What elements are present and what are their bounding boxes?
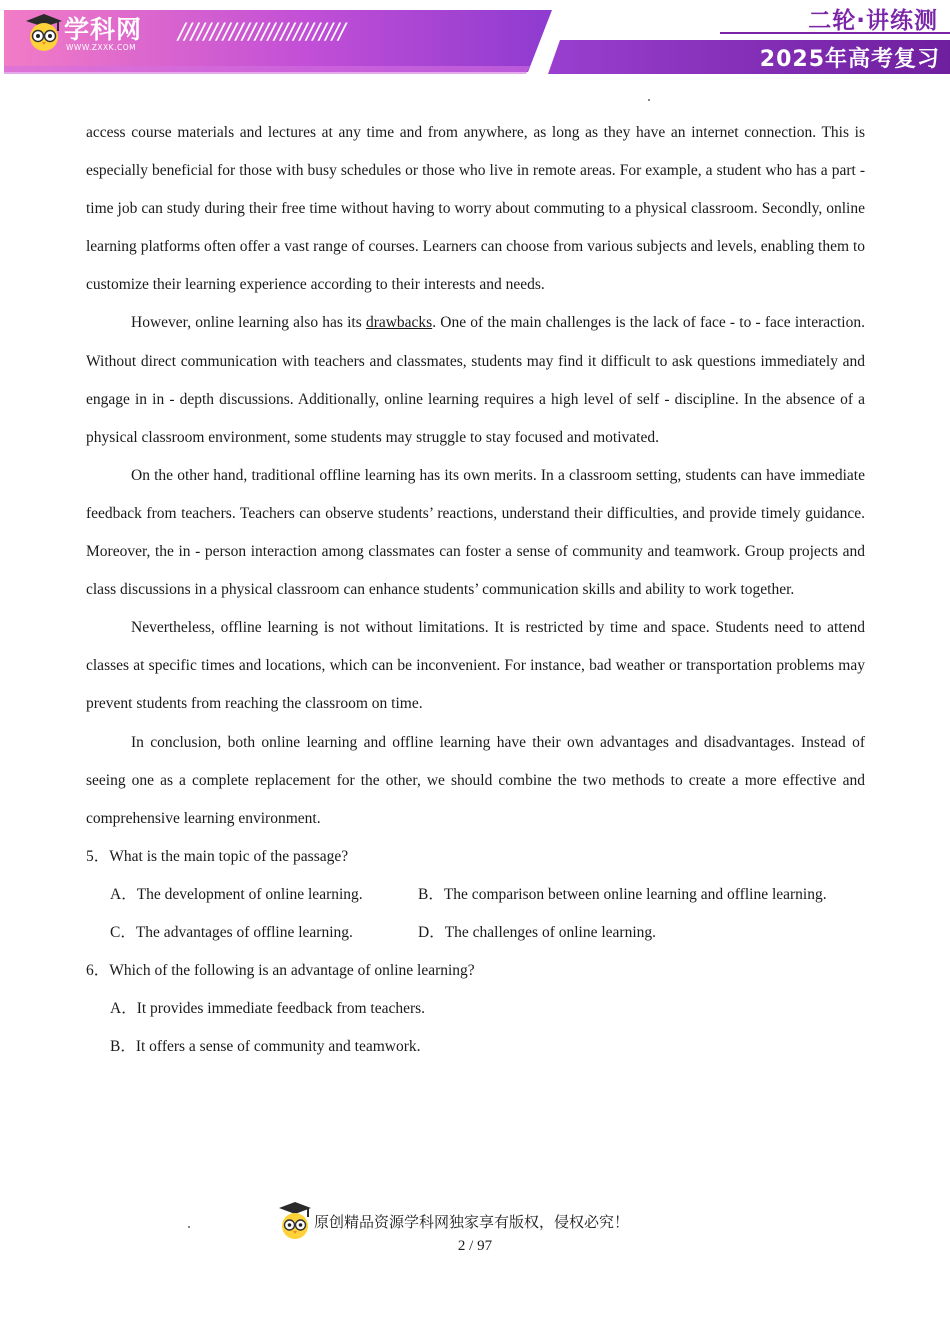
question-6-option-b: B．It offers a sense of community and teamwork. xyxy=(110,1038,421,1056)
paragraph-3: On the other hand, traditional offline learning has its own merits. In a classroom setting, students can have immediate feedback from teachers. Teachers can observe students’ reactions, understand their difficulties, and provide timely guidance. Moreover, the in - person interaction among classmates can foster a sense of community and teamwork. Group projects and class discussions in a physical classroom can enhance students’ communication skills and ability to work together. xyxy=(86,466,865,599)
passage-content xyxy=(86,114,865,1066)
exam-title: 2025年高考复习 xyxy=(759,47,940,72)
question-5-option-a: A．The development of online learning. xyxy=(110,885,363,903)
series-title: 二轮·讲练测 xyxy=(808,8,938,34)
paragraph-2-start: However, online learning also has its xyxy=(131,314,366,332)
question-5-stem: 5．What is the main topic of the passage? xyxy=(86,847,349,865)
question-5-option-b: B．The comparison between online learning and offline learning. xyxy=(418,885,827,903)
logo-url: WWW.ZXXK.COM xyxy=(66,43,137,52)
scan-dot xyxy=(648,99,650,101)
copyright-text: 原创精品资源学科网独家享有版权，侵权必究！ xyxy=(314,1212,630,1231)
page-number: 2 / 97 xyxy=(457,1238,493,1254)
scan-dot xyxy=(188,1226,190,1228)
paragraph-2 xyxy=(86,304,865,456)
underlined-word: drawbacks xyxy=(365,314,433,332)
owl-mascot-icon xyxy=(278,1201,312,1241)
owl-logo-icon xyxy=(24,12,64,52)
logo-text: 学科网 xyxy=(64,15,143,44)
question-6-option-a: A．It provides immediate feedback from teachers. xyxy=(110,1000,426,1018)
paragraph-4: Nevertheless, offline learning is not without limitations. It is restricted by time and space. Students need to attend classes at specific times and locations, which can be inconvenient. For instance, bad weather or transportation problems may prevent students from reaching the classroom on time. xyxy=(86,619,865,713)
question-6-stem: 6．Which of the following is an advantage of online learning? xyxy=(86,962,475,980)
question-5-option-c: C．The advantages of offline learning. xyxy=(110,923,353,941)
copyright-notice xyxy=(278,1201,629,1241)
question-5-options-row-2 xyxy=(86,914,865,952)
question-5-option-d: D．The challenges of online learning. xyxy=(418,923,657,941)
paragraph-1: access course materials and lectures at any time and from anywhere, as long as they have an internet connection. This is especially beneficial for those with busy schedules or those who live in remote areas. For example, a student who has a part - time job can study during their free time without having to worry about commuting to a physical classroom. Secondly, online learning platforms often offer a vast range of courses. Learners can choose from various subjects and levels, enabling them to customize their learning experience according to their interests and needs. xyxy=(86,124,865,294)
header-banner xyxy=(0,0,950,80)
question-5-options-row-1 xyxy=(86,876,865,914)
decorative-slashes: ////////////////////////// xyxy=(178,20,345,45)
paragraph-5: In conclusion, both online learning and offline learning have their own advantages and disadvantages. Instead of seeing one as a complete replacement for the other, we should combine the two methods to create a more effective and comprehensive learning environment. xyxy=(86,733,865,827)
paragraph-2-end: . One of the main challenges is the lack of face - to - face interaction. Without direct communication with teachers and classmates, students may find it difficult to ask questions immediately and engage in in - depth discussions. Additionally, online learning requires a high level of self - discipline. In the absence of a physical classroom environment, some students may struggle to stay focused and motivated. xyxy=(86,314,865,446)
